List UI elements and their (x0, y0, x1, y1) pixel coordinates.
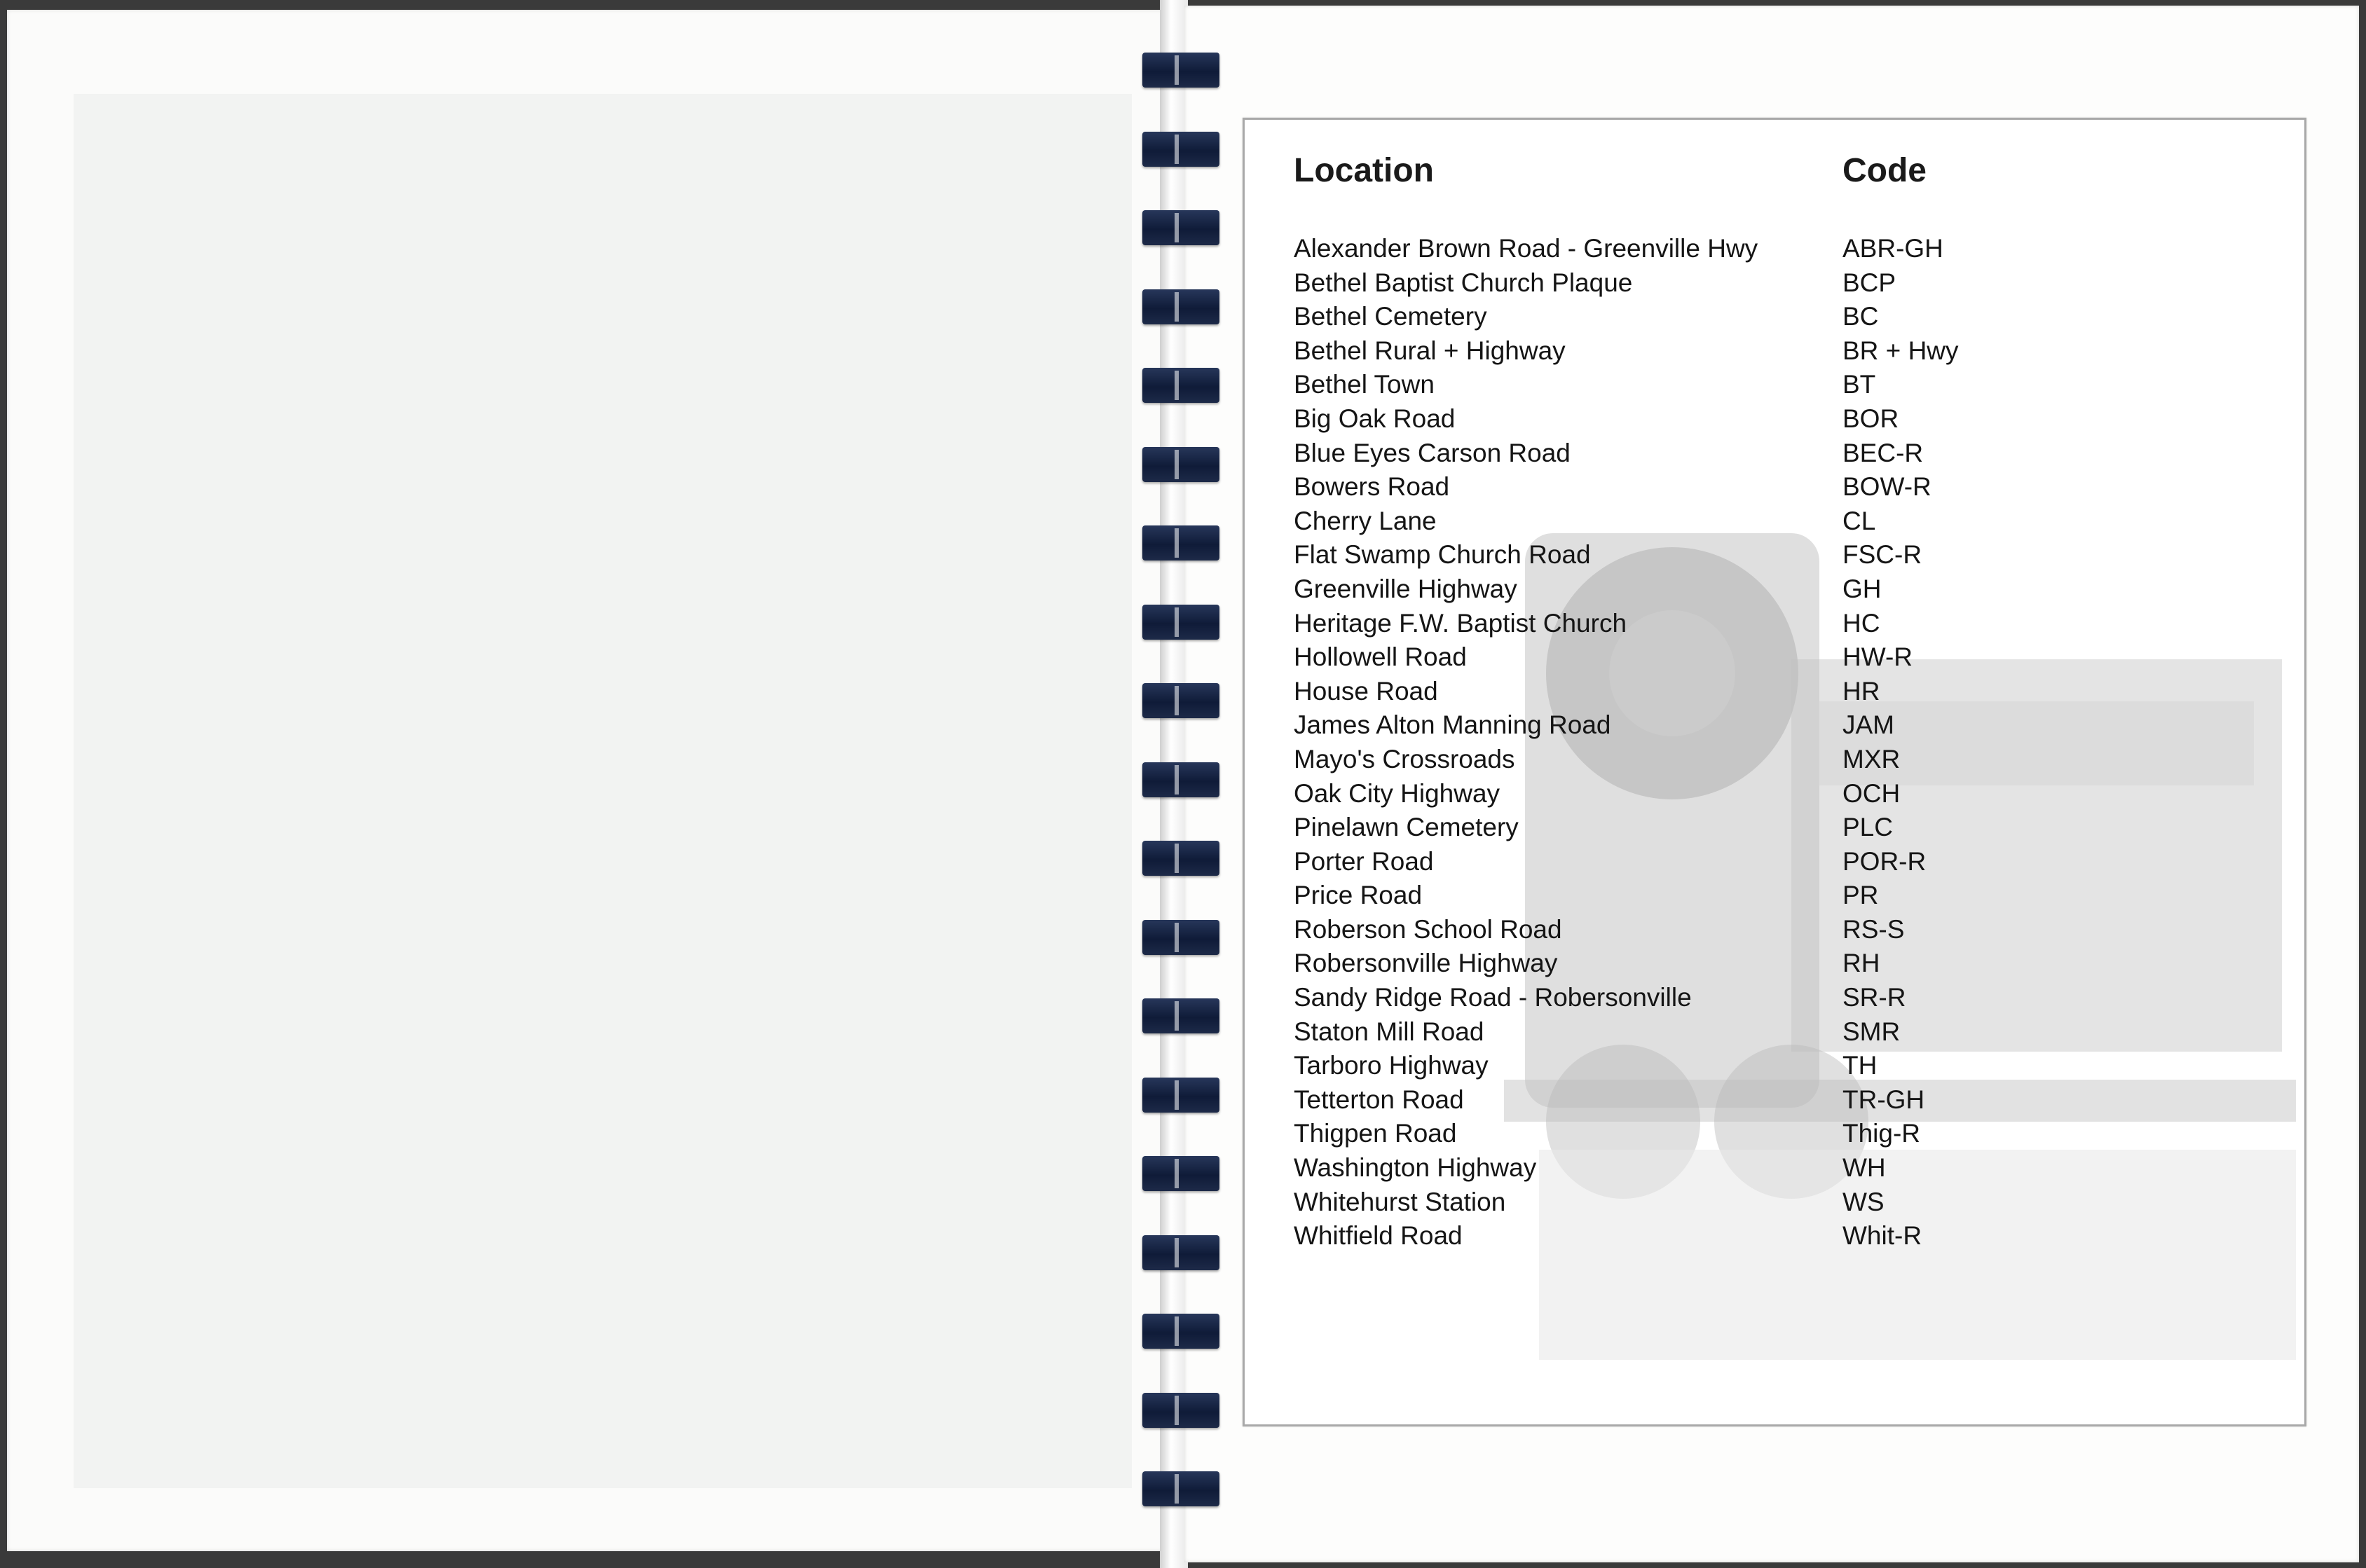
table-row (1294, 779, 2275, 813)
code-cell: PLC (1842, 813, 1893, 842)
code-cell: SR-R (1842, 983, 1906, 1012)
binding-coil (1142, 53, 1219, 88)
code-cell: BR + Hwy (1842, 336, 1959, 365)
table-row (1294, 1017, 2275, 1052)
location-cell: Alexander Brown Road - Greenville Hwy (1294, 234, 1758, 263)
code-cell: PR (1842, 881, 1879, 910)
location-cell: Tarboro Highway (1294, 1051, 1489, 1080)
location-cell: Thigpen Road (1294, 1119, 1457, 1148)
table-row (1294, 983, 2275, 1017)
binding-coil (1142, 1471, 1219, 1506)
code-cell: FSC-R (1842, 540, 1922, 570)
table-row (1294, 745, 2275, 779)
table-row (1294, 710, 2275, 745)
binding-coil (1142, 1078, 1219, 1113)
location-cell: Washington Highway (1294, 1153, 1537, 1183)
table-row (1294, 439, 2275, 473)
code-cell: WS (1842, 1187, 1885, 1216)
binding-coil (1142, 132, 1219, 167)
location-cell: Bowers Road (1294, 472, 1450, 502)
location-cell: Roberson School Road (1294, 914, 1562, 944)
binding-coil (1142, 525, 1219, 561)
location-cell: Big Oak Road (1294, 404, 1456, 433)
table-row (1294, 847, 2275, 881)
binding-coil (1142, 289, 1219, 324)
code-cell: BOW-R (1842, 472, 1931, 502)
code-cell: OCH (1842, 778, 1901, 808)
location-cell: Mayo's Crossroads (1294, 744, 1515, 773)
table-row (1294, 642, 2275, 677)
location-cell: James Alton Manning Road (1294, 710, 1611, 740)
table-row (1294, 507, 2275, 541)
location-cell: Whitehurst Station (1294, 1187, 1506, 1216)
location-cell: Porter Road (1294, 846, 1434, 876)
binding-coil (1142, 841, 1219, 876)
code-cell: SMR (1842, 1017, 1901, 1046)
table-row (1294, 404, 2275, 439)
code-cell: RH (1842, 949, 1880, 978)
table-row (1294, 370, 2275, 404)
table-row (1294, 813, 2275, 847)
table-row (1294, 336, 2275, 371)
table-row (1294, 234, 2275, 268)
spiral-binding (1142, 42, 1219, 1534)
table-row (1294, 1153, 2275, 1188)
location-cell: Bethel Town (1294, 370, 1435, 399)
code-column-header: Code (1842, 152, 1927, 189)
location-cell: Robersonville Highway (1294, 949, 1558, 978)
location-cell: Flat Swamp Church Road (1294, 540, 1591, 570)
code-cell: BCP (1842, 268, 1896, 297)
code-cell: RS-S (1842, 914, 1905, 944)
binding-coil (1142, 1393, 1219, 1428)
location-cell: Bethel Cemetery (1294, 302, 1487, 331)
location-cell: Cherry Lane (1294, 506, 1437, 535)
location-cell: Whitfield Road (1294, 1221, 1463, 1251)
binding-coil (1142, 762, 1219, 797)
location-cell: Oak City Highway (1294, 778, 1500, 808)
table-row (1294, 1119, 2275, 1153)
code-cell: CL (1842, 506, 1876, 535)
table-rows (1294, 234, 2275, 1256)
location-cell: Bethel Baptist Church Plaque (1294, 268, 1633, 297)
left-page (7, 10, 1163, 1551)
location-cell: Price Road (1294, 881, 1423, 910)
binding-coil (1142, 368, 1219, 403)
code-cell: BOR (1842, 404, 1899, 433)
binding-coil (1142, 605, 1219, 640)
table-row (1294, 268, 2275, 303)
code-cell: POR-R (1842, 846, 1927, 876)
table-row (1294, 302, 2275, 336)
code-cell: Whit-R (1842, 1221, 1922, 1251)
location-cell: House Road (1294, 676, 1438, 706)
code-cell: TR-GH (1842, 1085, 1925, 1114)
location-cell: Tetterton Road (1294, 1085, 1464, 1114)
table-row (1294, 915, 2275, 949)
code-cell: MXR (1842, 744, 1901, 773)
code-cell: HW-R (1842, 642, 1913, 672)
table-row (1294, 540, 2275, 575)
table-row (1294, 575, 2275, 609)
code-cell: BEC-R (1842, 438, 1924, 467)
code-cell: TH (1842, 1051, 1878, 1080)
binding-coil (1142, 210, 1219, 245)
table-row (1294, 1085, 2275, 1120)
binding-coil (1142, 683, 1219, 718)
code-cell: Thig-R (1842, 1119, 1921, 1148)
table-row (1294, 1051, 2275, 1085)
location-column-header: Location (1294, 152, 1434, 189)
location-cell: Bethel Rural + Highway (1294, 336, 1566, 365)
table-row (1294, 472, 2275, 507)
binding-coil (1142, 1314, 1219, 1349)
table-row (1294, 677, 2275, 711)
code-cell: BT (1842, 370, 1876, 399)
location-cell: Heritage F.W. Baptist Church (1294, 608, 1627, 638)
table-row (1294, 949, 2275, 983)
code-cell: HR (1842, 676, 1880, 706)
binding-coil (1142, 447, 1219, 482)
location-cell: Staton Mill Road (1294, 1017, 1484, 1046)
code-cell: BC (1842, 302, 1879, 331)
location-cell: Sandy Ridge Road - Robersonville (1294, 983, 1692, 1012)
code-cell: WH (1842, 1153, 1886, 1183)
location-cell: Pinelawn Cemetery (1294, 813, 1519, 842)
binding-coil (1142, 1235, 1219, 1270)
location-cell: Hollowell Road (1294, 642, 1467, 672)
binding-coil (1142, 920, 1219, 955)
binding-coil (1142, 998, 1219, 1033)
left-page-bleedthrough (74, 94, 1132, 1488)
table-row (1294, 609, 2275, 643)
table-row (1294, 1221, 2275, 1256)
location-cell: Blue Eyes Carson Road (1294, 438, 1571, 467)
binding-coil (1142, 1156, 1219, 1191)
table-row (1294, 881, 2275, 915)
code-cell: GH (1842, 574, 1882, 603)
code-cell: ABR-GH (1842, 234, 1943, 263)
table-row (1294, 1188, 2275, 1222)
code-cell: HC (1842, 608, 1880, 638)
code-cell: JAM (1842, 710, 1894, 740)
location-code-panel (1243, 118, 2306, 1426)
location-cell: Greenville Highway (1294, 574, 1517, 603)
